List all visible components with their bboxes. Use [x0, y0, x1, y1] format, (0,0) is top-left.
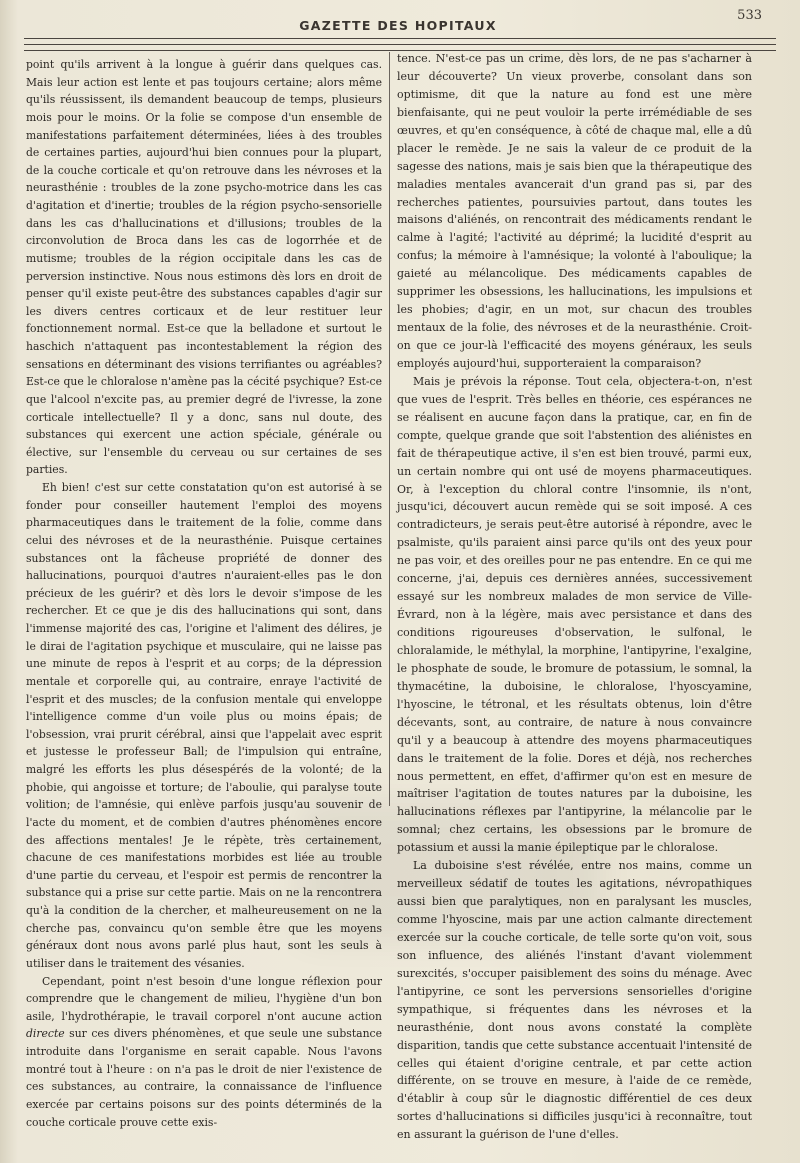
left-paragraph-1: point qu'ils arrivent à la longue à guérir dans quelques cas. Mais leur action est lente et pas toujours certaine; alors même qu'ils réussissent, ils demandent beaucoup de temps, plusieurs mois pour le moins. Or la folie se compose d'un ensemble de manifestations parfaitement déterminées, liées à des troubles de certaines parties, aujourd'hui bien connues pour la plupart, de la couche corticale et qu'on retrouve dans les névroses et la neurasthénie : troubles de la zone psycho-motrice dans les cas d'agitation et d'inertie; troubles de la région psycho-sensorielle dans les cas d'hallucinations et d'illusions; troubles de la circonvolution de Broca dans les cas de logorrhée et de mutisme; troubles de la région occipitale dans les cas de perversion instinctive. Nous nous estimons dès lors en droit de penser qu'il existe peut-être des substances capables d'agir sur les divers centres corticaux et de leur restituer leur fonctionnement normal. Est-ce que la belladone et surtout le haschich n'attaquent pas incontestablement la région des sensations en déterminant des visions terrifiantes ou agréables? Est-ce que le chloralose n'amène pas la cécité psychique? Est-ce que l'alcool n'excite pas, au premier degré de l'ivresse, la zone corticale intellectuelle? Il y a donc, sans nul doute, des substances qui exercent une action spéciale, générale ou élective, sur l'ensemble du cerveau ou sur certaines de ses parties. [26, 58, 382, 477]
left-paragraph-3-end: sur ces divers phénomènes, et que seule une substance introduite dans l'organisme en serait capable. Nous l'avons montré tout à l'heure : on n'a pas le droit de nier l'existence de ces substances, au contraire, la connaissance de l'influence exercée par certains poisons sur des points déterminés de la couche corticale prouve cette exis- [26, 1027, 382, 1129]
left-column [26, 56, 382, 1131]
right-paragraph-1: tence. N'est-ce pas un crime, dès lors, de ne pas s'acharner à leur découverte? Un vieux proverbe, consolant dans son optimisme, dit que la nature au fond est une mère bienfaisante, qui ne peut vouloir la perte irrémédiable de ses œuvres, et qu'en conséquence, à côté de chaque mal, elle a dû placer le remède. Je ne sais la valeur de ce produit de la sagesse des nations, mais je sais bien que la thérapeutique des maladies mentales avancerait d'un grand pas si, par des recherches patientes, poursuivies partout, dans toutes les maisons d'aliénés, on rencontrait des médicaments rendant le calme à l'agité; l'activité au déprimé; la lucidité d'esprit au confus; la mémoire à l'amnésique; la volonté à l'aboulique; la gaieté au mélancolique. Des médicaments capables de supprimer les obsessions, les hallucinations, les impulsions et les phobies; d'agir, en un mot, sur chacun des troubles mentaux de la folie, des névroses et de la neurasthénie. Croit-on que ce jour-là l'efficacité des moyens généraux, les seuls employés aujourd'hui, supporteraient la comparaison? [397, 52, 752, 370]
left-paragraph-2: Eh bien! c'est sur cette constatation qu'on est autorisé à se fonder pour conseiller hautement l'emploi des moyens pharmaceutiques dans le traitement de la folie, comme dans celui des névroses et de la neurasthénie. Puisque certaines substances ont la fâcheuse propriété de donner des hallucinations, pourquoi d'autres n'auraient-elles pas le don précieux de les guérir? et dès lors le devoir s'impose de les rechercher. Et ce que je dis des hallucinations qui sont, dans l'immense majorité des cas, l'origine et l'aliment des délires, je le dirai de l'agitation psychique et musculaire, qui ne laisse pas une minute de repos à l'esprit et au corps; de la dépression mentale et corporelle qui, au contraire, enraye l'activité de l'esprit et des muscles; de la confusion mentale qui enveloppe l'intelligence comme d'un voile plus ou moins épais; de l'obsession, vrai prurit cérébral, ainsi que l'appelait avec esprit et justesse le professeur Ball; de l'impulsion qui entraîne, malgré les efforts les plus désespérés de la volonté; de la phobie, qui angoisse et torture; de l'aboulie, qui paralyse toute volition; de l'amnésie, qui enlève parfois jusqu'au souvenir de l'acte du moment, et de combien d'autres phénomènes encore des affections mentales! Je le répète, très certainement, chacune de ces manifestations morbides est liée au trouble d'une partie du cerveau, et l'espoir est permis de rencontrer la substance qui a prise sur cette partie. Mais on ne la rencontrera qu'à la condition de la chercher, et malheureusement on ne la cherche pas, convaincu qu'on semble être que les moyens généraux dont nous avons parlé plus haut, sont les seuls à utiliser dans le traitement des vésanies. [26, 481, 382, 970]
left-paragraph-3-start: Cependant, point n'est besoin d'une longue réflexion pour comprendre que le changement de milieu, l'hygiène d'un bon asile, l'hydrothérapie, le travail corporel n'ont aucune action [26, 974, 382, 1023]
right-column [397, 50, 752, 1144]
header-rule-top [24, 38, 776, 39]
header-rule-middle [24, 44, 776, 45]
right-paragraph-2: Mais je prévois la réponse. Tout cela, objectera-t-on, n'est que vues de l'esprit. Très belles en théorie, ces espérances ne se réalisent en aucune façon dans la pratique, car, en fin de compte, quelque grande que soit l'abstention des aliénistes en fait de thérapeutique active, il s'en est bien trouvé, parmi eux, un certain nombre qui ont usé de moyens pharmaceutiques. Or, à l'exception du chloral contre l'insomnie, ils n'ont, jusqu'ici, découvert aucun remède qui se soit imposé. A ces contradicteurs, je serais peut-être autorisé à répondre, avec le psalmiste, qu'ils paraient ainsi parce qu'ils ont des yeux pour ne pas voir, et des oreilles pour ne pas entendre. En ce qui me concerne, j'ai, depuis ces dernières années, successivement essayé sur les nombreux malades de mon service de Ville-Évrard, non à la légère, mais avec persistance et dans des conditions rigoureuses d'observation, le sulfonal, le chloralamide, le méthylal, la morphine, l'antipyrine, l'exalgine, le phosphate de soude, le bromure de potassium, le somnal, la thymacétine, la duboisine, le chloralose, l'hyoscyamine, l'hyoscine, le tétronal, et les résultats obtenus, loin d'être décevants, sont, au contraire, de nature à nous convaincre qu'il y a beaucoup à attendre des moyens pharmaceutiques dans le traitement de la folie. Dores et déjà, nos recherches nous permettent, en effet, d'affirmer qu'on est en mesure de maîtriser l'agitation de toutes natures par la duboisine, les hallucinations réflexes par l'antipyrine, la mélancolie par le somnal; chez certains, les obsessions par le bromure de potassium et aussi la manie épileptique par le chloralose. [397, 374, 752, 855]
column-separator [389, 52, 390, 806]
left-paragraph-3 [26, 973, 382, 1132]
journal-title: GAZETTE DES HOPITAUX [299, 18, 497, 33]
page-number: 533 [737, 8, 762, 23]
emphasized-word: directe [26, 1027, 65, 1041]
page-header [18, 4, 778, 34]
right-paragraph-3: La duboisine s'est révélée, entre nos mains, comme un merveilleux sédatif de toutes les agitations, névropathiques aussi bien que paralytiques, non en paralysant les muscles, comme l'hyoscine, mais par une action calmante directement exercée sur la couche corticale, de telle sorte qu'on voit, sous son influence, des aliénés l'instant d'avant violemment surexcités, s'occuper paisiblement des soins du ménage. Avec l'antipyrine, ce sont les perversions sensorielles d'origine sympathique, si fréquentes dans les névroses et la neurasthénie, dont nous avons constaté la complète disparition, tandis que cette substance accentuait l'intensité de celles qui étaient d'origine centrale, et par cette action différente, on se trouve en mesure, à l'aide de ce remède, d'établir à coup sûr le diagnostic différentiel de ces deux sortes d'hallucinations si difficiles jusqu'ici à reconnaître, tout en assurant la guérison de l'une d'elles. [397, 859, 752, 1142]
